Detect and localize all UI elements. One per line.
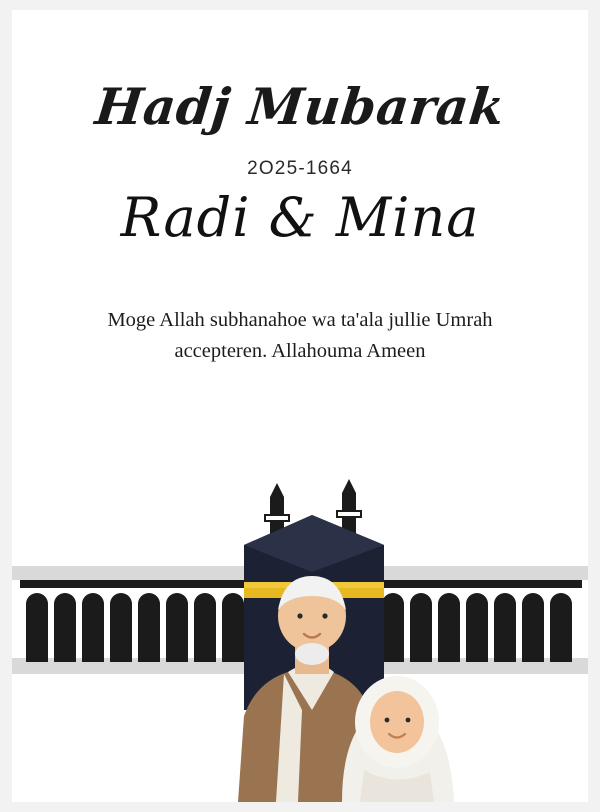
year-label: 2O25-1664	[247, 158, 353, 179]
message-text	[60, 305, 540, 369]
page-title: Hadj Mubarak	[92, 77, 508, 136]
card-text-block	[12, 10, 588, 368]
message-line-2: accepteren. Allahouma Ameen	[174, 340, 426, 363]
greeting-card	[12, 10, 588, 802]
names-label: Radi & Mina	[120, 186, 480, 249]
message-line-1: Moge Allah subhanahoe wa ta'ala jullie Umrah	[107, 308, 493, 331]
